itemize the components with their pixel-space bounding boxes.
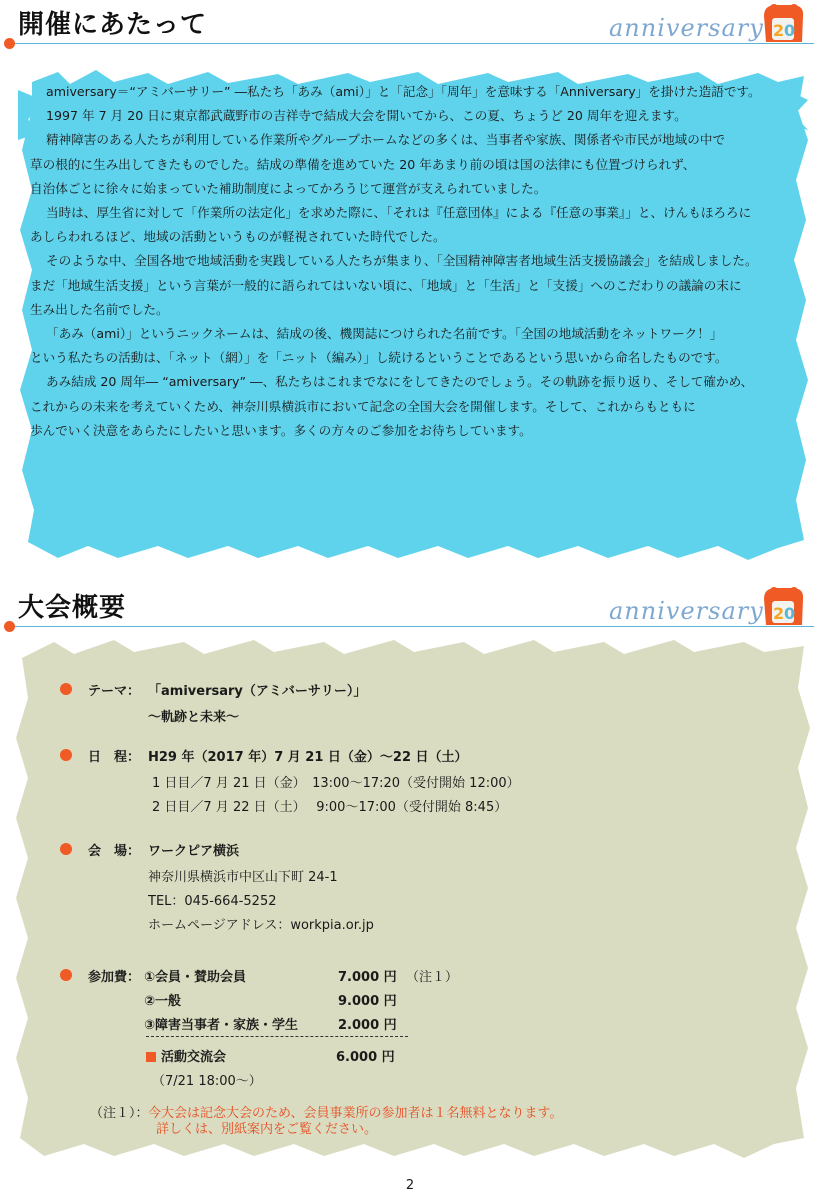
exchange-name-text: 活動交流会 (161, 1050, 227, 1065)
intro-line: これからの未来を考えていくため、神奈川県横浜市において記念の全国大会を開催します。そして、これからもともに (30, 398, 696, 414)
section-header-overview (0, 583, 820, 633)
venue-tel: TEL：045-664-5252 (148, 894, 277, 909)
header-dot (4, 621, 15, 632)
logo-text: anniversary (609, 14, 764, 42)
intro-line: 当時は、厚生省に対して「作業所の法定化」を求めた際に、「それは『任意団体』による『任意の事業』」と、けんもほろろに (46, 205, 752, 221)
dashed-divider (146, 1036, 408, 1037)
fees-label: 参加費： (88, 970, 141, 985)
intro-line: あしらわれるほど、地域の活動というものが軽視されていた時代でした。 (30, 229, 446, 245)
venue-homepage: ホームページアドレス：workpia.or.jp (148, 918, 374, 933)
logo-text: anniversary (609, 597, 764, 625)
fee-amount: 2.000 円 (338, 1018, 397, 1033)
exchange-name (146, 1046, 226, 1065)
intro-line: 歩んでいく決意をあらたにしたいと思います。多くの方々のご参加をお待ちしています。 (30, 422, 532, 438)
intro-line: という私たちの活動は、「ネット（網）」を「ニット（編み）」し続けるということであるという思いから命名したものです。 (30, 350, 728, 366)
logo-20-badge-icon (760, 2, 806, 44)
exchange-time: （7/21 18:00～） (152, 1074, 262, 1089)
intro-line: あみ結成 20 周年― “amiversary” ―、私たちはこれまでなにをしてきたのでしょう。その軌跡を振り返り、そして確かめ、 (46, 374, 754, 390)
svg-text:0: 0 (784, 604, 796, 623)
square-bullet-icon (146, 1052, 156, 1062)
fee-name: ②一般 (144, 994, 182, 1009)
venue-label: 会 場： (88, 844, 141, 859)
logo-20-badge-icon (760, 585, 806, 627)
intro-line: 1997 年 7 月 20 日に東京都武蔵野市の吉祥寺で結成大会を開いてから、この夏、ちょうど 20 周年を迎えます。 (46, 108, 687, 124)
svg-text:2: 2 (773, 604, 785, 623)
intro-line: 草の根的に生み出してきたものでした。結成の準備を進めていた 20 年あまり前の頃は国の法律にも位置づけられず、 (30, 156, 696, 172)
anniversary-logo (609, 0, 814, 46)
venue-value: ワークピア横浜 (148, 844, 240, 859)
intro-line: 自治体ごとに徐々に始まっていた補助制度によってかろうじて運営が支えられていました。 (30, 180, 547, 196)
intro-line: 「あみ（ami）」というニックネームは、結成の後、機関誌につけられた名前です。「全国の地域活動をネットワーク！」 (46, 326, 723, 342)
note-label: （注１）： (90, 1106, 149, 1121)
theme-label: テーマ： (88, 684, 141, 699)
fee-note: （注１） (406, 970, 459, 985)
schedule-label: 日 程： (88, 750, 141, 765)
header-dot (4, 38, 15, 49)
anniversary-logo (609, 583, 814, 629)
intro-text (30, 80, 786, 443)
fee-name: ③障害当事者・家族・学生 (144, 1018, 299, 1033)
bullet-icon (60, 969, 72, 981)
svg-text:2: 2 (773, 21, 785, 40)
schedule-value: H29 年（2017 年）7 月 21 日（金）～22 日（土） (148, 750, 468, 765)
schedule-day2: 2 日目／7 月 22 日（土） 9:00～17:00（受付開始 8:45） (152, 800, 508, 815)
intro-line: まだ「地域生活支援」という言葉が一般的に語られてはいない頃に、「地域」と「生活」と「支援」へのこだわりの議論の末に (30, 277, 742, 293)
fee-amount: 9.000 円 (338, 994, 397, 1009)
note-line1: 今大会は記念大会のため、会員事業所の参加者は１名無料となります。 (148, 1106, 563, 1121)
venue-address: 神奈川県横浜市中区山下町 24-1 (148, 870, 338, 885)
intro-line: amiversary＝“アミバーサリー” ―私たち「あみ（ami）」と「記念」「周年」を意味する「Anniversary」を掛けた造語です。 (46, 84, 761, 99)
fee-amount: 7.000 円 (338, 970, 397, 985)
intro-line: 生み出した名前でした。 (30, 301, 169, 317)
exchange-amount: 6.000 円 (336, 1050, 395, 1065)
intro-line: そのような中、全国各地で地域活動を実践している人たちが集まり、「全国精神障害者地域生活支援協議会」を結成しました。 (46, 253, 758, 269)
page-number: 2 (405, 1178, 415, 1193)
fee-name: ①会員・賛助会員 (144, 970, 247, 985)
fees-item (60, 674, 760, 1154)
svg-text:0: 0 (784, 21, 796, 40)
section-title-overview: 大会概要 (18, 593, 127, 623)
theme-subtitle: ～軌跡と未来～ (148, 710, 240, 725)
section-title-opening: 開催にあたって (18, 10, 208, 40)
note-line2: 詳しくは、別紙案内をご覧ください。 (156, 1122, 378, 1137)
schedule-day1: 1 日目／7 月 21 日（金） 13:00～17:20（受付開始 12:00） (152, 776, 520, 791)
theme-value: 「amiversary（アミバーサリー）」 (148, 684, 367, 699)
section-header-opening (0, 0, 820, 50)
intro-line: 精神障害のある人たちが利用している作業所やグループホームなどの多くは、当事者や家族、関係者や市民が地域の中で (46, 132, 726, 148)
